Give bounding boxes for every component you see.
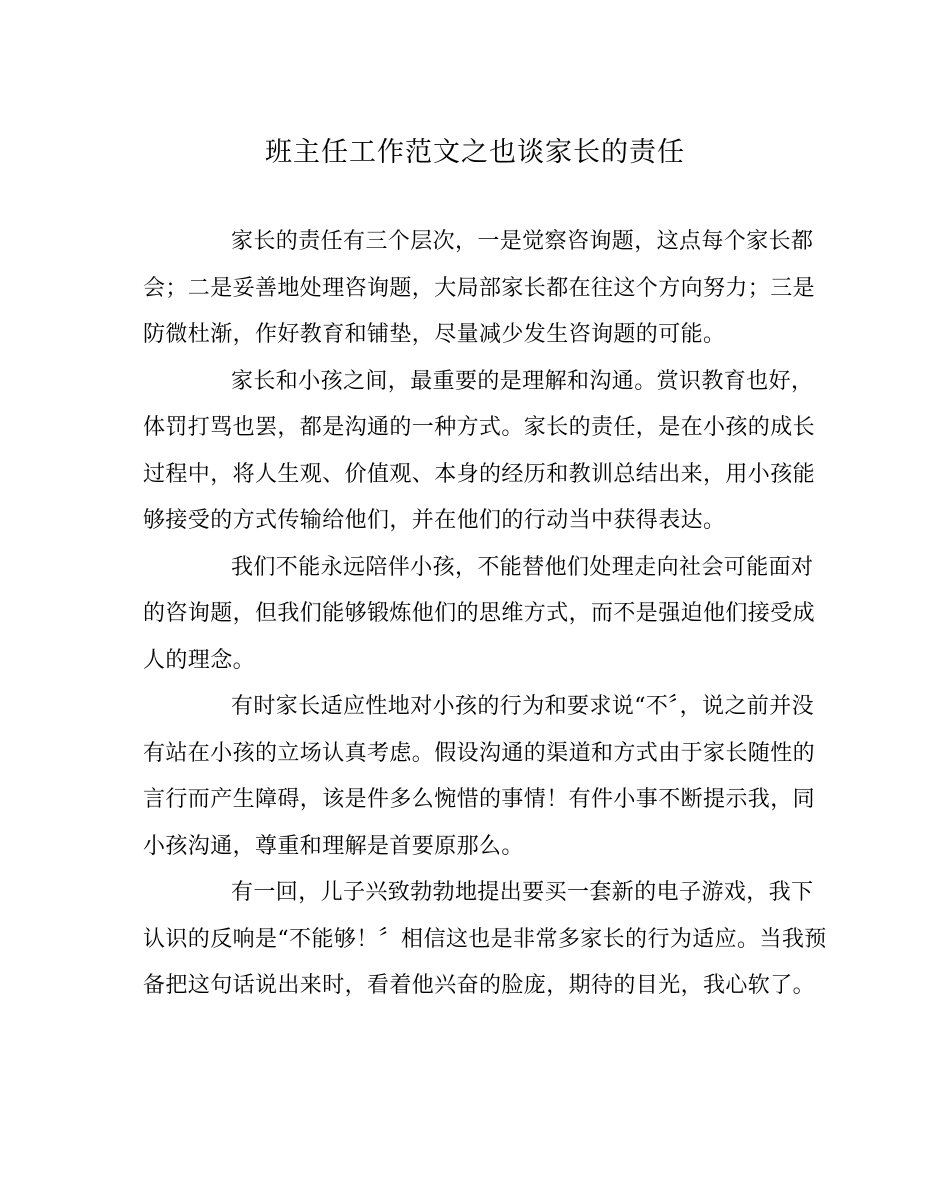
paragraph-line: 够接受的方式传输给他们，并在他们的行动当中获得表达。	[143, 508, 726, 533]
paragraph-line: 有站在小孩的立场认真考虑。假设沟通的渠道和方式由于家长随性的	[143, 740, 816, 766]
paragraph-line: 会；二是妥善地处理咨询题，大局部家长都在往这个方向努力；三是	[143, 275, 816, 301]
paragraph-line: 家长和小孩之间，最重要的是理解和沟通。赏识教育也好，	[231, 368, 814, 394]
paragraph-line: 小孩沟通，尊重和理解是首要原那么。	[143, 833, 524, 859]
paragraph-line: 防微杜渐，作好教育和铺垫，尽量减少发生咨询题的可能。	[143, 322, 726, 347]
paragraph-line: 的咨询题，但我们能够锻炼他们的思维方式，而不是强迫他们接受成	[143, 601, 816, 626]
paragraph-line: 家长的责任有三个层次，一是觉察咨询题，这点每个家长都	[231, 229, 814, 254]
paragraph-4	[143, 684, 816, 870]
paragraph-2	[143, 359, 816, 545]
paragraph-line: 言行而产生障碍，该是件多么惋惜的事情！有件小事不断提示我，同	[143, 787, 816, 812]
paragraph-line: 我们不能永远陪伴小孩，不能替他们处理走向社会可能面对	[231, 554, 814, 580]
paragraph-5	[143, 870, 827, 1010]
paragraph-line: 过程中，将人生观、价值观、本身的经历和教训总结出来，用小孩能	[143, 461, 816, 487]
document-body	[143, 219, 827, 1010]
paragraph-line: 体罚打骂也罢，都是沟通的一种方式。家长的责任，是在小孩的成长	[143, 415, 816, 440]
paragraph-1	[143, 219, 816, 359]
paragraph-line: 有一回，儿子兴致勃勃地提出要买一套新的电子游戏，我下	[231, 880, 814, 905]
paragraph-line: 人的理念。	[143, 647, 256, 673]
paragraph-line: 认识的反响是“不能够！〞相信这也是非常多家长的行为适应。当我预	[143, 926, 827, 952]
document-title: 班主任工作范文之也谈家长的责任	[265, 137, 685, 168]
paragraph-line: 备把这句话说出来时，看着他兴奋的脸庞，期待的目光，我心软了。	[143, 973, 816, 998]
paragraph-line: 有时家长适应性地对小孩的行为和要求说“不〞，说之前并没	[231, 694, 815, 719]
paragraph-3	[143, 545, 816, 685]
